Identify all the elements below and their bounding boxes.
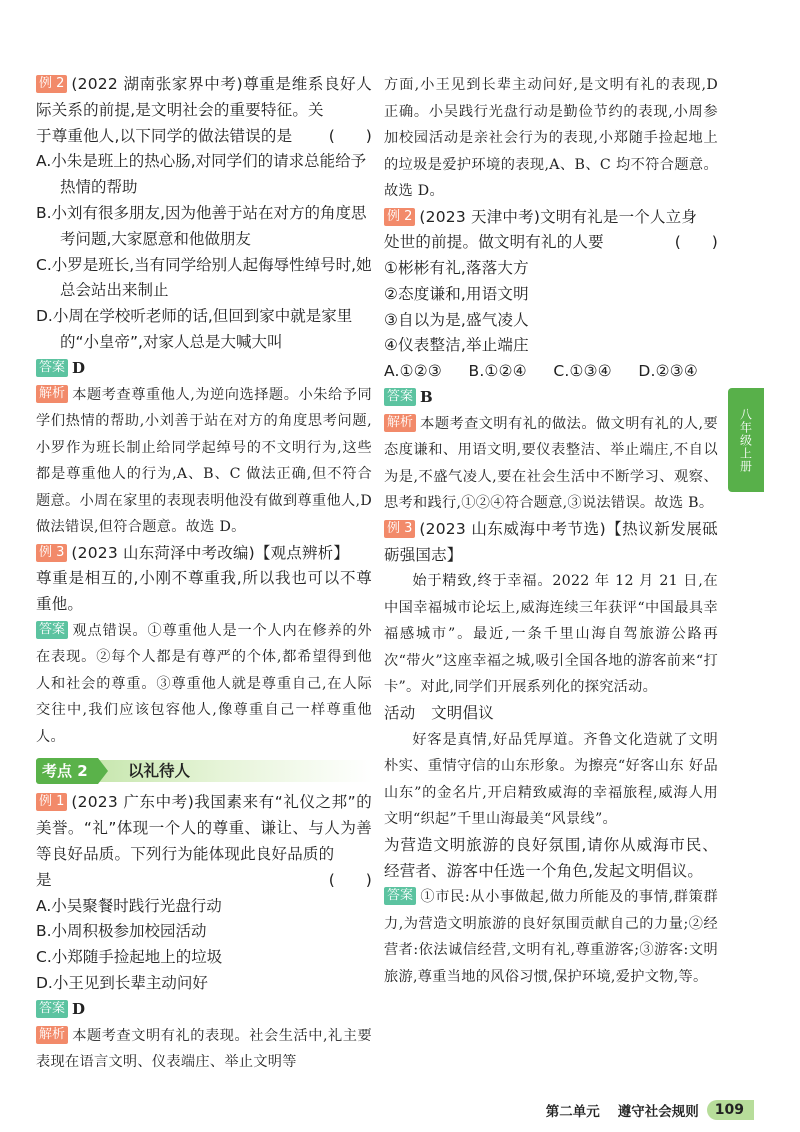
ex1-answer: 答案 D xyxy=(36,997,372,1023)
r-ex3-para1: 始于精致,终于幸福。2022 年 12 月 21 日,在中国幸福城市论坛上,威海连续三年获评“中国最具幸福感城市”。最近,一条千里山海自驾旅游公路再次“带火”这座幸福之城,吸引全国各地的游客前来“打卡”。对此,同学们开展系列化的探究活动。 xyxy=(384,573,718,696)
option-c: C.小罗是班长,当有同学给别人起侮辱性绰号时,她总会站出来制止 xyxy=(36,255,372,300)
r-ex3-para2: 好客是真情,好品凭厚道。齐鲁文化造就了文明朴实、重情守信的山东形象。为擦亮“好客山东 好品山东”的金名片,开启精致威海的幸福旅程,威海人用文明“织起”千里山海最美“风景线”。 xyxy=(384,731,718,828)
kaodian-header xyxy=(36,758,372,784)
example-tag: 例 2 xyxy=(384,208,415,226)
ex1-analysis-continued: 方面,小王见到长辈主动问好,是文明有礼的表现,D 正确。小吴践行光盘行动是勤俭节约的表现,小周参加校园活动是亲社会行为的表现,小郑随手捡起地上的垃圾是爱护环境的表现,A、B、C 均不符合题意。故选 D。 xyxy=(384,77,718,199)
analysis-tag: 解析 xyxy=(36,1026,68,1044)
example-tag: 例 1 xyxy=(36,793,67,811)
ex3-stem: 例 3 (2023 山东菏泽中考改编)【观点辨析】 xyxy=(36,541,372,567)
item-1: ①彬彬有礼,落落大方 xyxy=(384,259,529,278)
option-a: A.小吴聚餐时践行光盘行动 xyxy=(36,896,222,915)
r-ex3-question: 为营造文明旅游的良好氛围,请你从威海市民、经营者、游客中任选一个角色,发起文明倡议。 xyxy=(384,835,718,880)
kaodian-title: 以礼待人 xyxy=(128,762,191,781)
ex2-stem: 例 2 (2022 湖南张家界中考)尊重是维系良好人际关系的前提,是文明社会的重要特征。关 xyxy=(36,75,372,119)
option-c: C.小郑随手捡起地上的垃圾 xyxy=(36,948,223,967)
r-ex2-stem-last: 处世的前提。做文明有礼的人要 ( ) xyxy=(384,230,718,256)
right-column xyxy=(384,72,718,990)
option-d: D.小周在学校听老师的话,但回到家中就是家里的“小皇帝”,对家人总是大喊大叫 xyxy=(36,307,353,351)
r-ex2-answer: 答案 B xyxy=(384,385,718,411)
answer-paren: ( ) xyxy=(328,126,372,145)
ex2-analysis: 解析 本题考查尊重他人,为逆向选择题。小朱给予同学们热情的帮助,小刘善于站在对方的角度思考问题,小罗作为班长制止给同学起绰号的不文明行为,这些都是尊重他人的行为,A、B、C 做法正确,但不符合题意。小周在家里的表现表明他没有做到尊重他人,D 做法错误,但符合题意。故选 D。 xyxy=(36,385,372,536)
ex1-stem: 例 1 (2023 广东中考)我国素来有“礼仪之邦”的美誉。“礼”体现一个人的尊重、谦让、与人为善等良好品质。下列行为能体现此良好品质的 xyxy=(36,793,373,864)
answer-paren: ( ) xyxy=(328,870,372,889)
ex1-analysis: 解析 本题考查文明有礼的表现。社会生活中,礼主要表现在语言文明、仪表端庄、举止文明等 xyxy=(36,1026,372,1071)
r-ex3-stem: 例 3 (2023 山东威海中考节选)【热议新发展砥砺强国志】 xyxy=(384,519,718,564)
kaodian-label: 考点 2 xyxy=(36,758,98,784)
r-ex2-analysis: 解析 本题考查文明有礼的做法。做文明有礼的人,要态度谦和、用语文明,要仪表整洁、举止端庄,不自以为是,不盛气凌人,要在社会生活中不断学习、观察、思考和践行,①②④符合题意,③说法错误。故选 B。 xyxy=(384,414,718,512)
footer-unit: 第二单元 xyxy=(545,1104,600,1120)
ex3-statement: 尊重是相互的,小刚不尊重我,所以我也可以不尊重他。 xyxy=(36,569,372,614)
answer-tag: 答案 xyxy=(384,887,416,905)
ex2-answer: 答案 D xyxy=(36,356,372,382)
ex1-stem-last: 是 ( ) xyxy=(36,868,372,894)
option-a: A.小朱是班上的热心肠,对同学们的请求总能给予热情的帮助 xyxy=(36,152,367,197)
option-b: B.小刘有很多朋友,因为他善于站在对方的角度思考问题,大家愿意和他做朋友 xyxy=(36,203,367,248)
r-ex2-options xyxy=(384,359,718,385)
option-a: A.①②③ xyxy=(384,362,442,381)
r-ex3-activity: 活动 文明倡议 xyxy=(384,703,494,722)
answer-tag: 答案 xyxy=(384,388,416,406)
option-d: D.②③④ xyxy=(638,362,698,381)
item-4: ④仪表整洁,举止端庄 xyxy=(384,336,529,355)
item-3: ③自以为是,盛气凌人 xyxy=(384,310,529,329)
ex3-answer: 答案 观点错误。①尊重他人是一个人内在修养的外在表现。②每个人都是有尊严的个体,都希望得到他人和社会的尊重。③尊重他人就是尊重自己,在人际交往中,我们应该包容他人,像尊重自己一样尊重他人。 xyxy=(36,621,372,745)
option-c: C.①③④ xyxy=(553,362,612,381)
page-footer xyxy=(546,1098,754,1122)
page-number: 109 xyxy=(707,1100,754,1120)
analysis-tag: 解析 xyxy=(384,414,416,432)
grade-side-tab: 八年级上册 xyxy=(728,388,764,492)
r-ex3-answer: 答案 ①市民:从小事做起,做力所能及的事情,群策群力,为营造文明旅游的良好氛围贡献自己的力量;②经营者:依法诚信经营,文明有礼,尊重游客;③游客:文明旅游,尊重当地的风俗习惯,保护环境,爱护文物,等。 xyxy=(384,888,718,985)
ex2-stem-last: 于尊重他人,以下同学的做法错误的是 ( ) xyxy=(36,124,372,150)
example-tag: 例 3 xyxy=(36,544,67,562)
answer-tag: 答案 xyxy=(36,621,68,639)
example-tag: 例 2 xyxy=(36,75,67,93)
option-b: B.小周积极参加校园活动 xyxy=(36,922,207,941)
option-b: B.①②④ xyxy=(468,362,527,381)
left-column xyxy=(36,72,372,1076)
answer-tag: 答案 xyxy=(36,359,68,377)
item-2: ②态度谦和,用语文明 xyxy=(384,284,529,303)
footer-title: 遵守社会规则 xyxy=(617,1104,699,1120)
option-d: D.小王见到长辈主动问好 xyxy=(36,974,208,993)
analysis-tag: 解析 xyxy=(36,385,68,403)
answer-paren: ( ) xyxy=(674,233,718,252)
answer-tag: 答案 xyxy=(36,1000,68,1018)
r-ex2-stem: 例 2 (2023 天津中考)文明有礼是一个人立身 xyxy=(384,205,718,231)
example-tag: 例 3 xyxy=(384,520,415,538)
